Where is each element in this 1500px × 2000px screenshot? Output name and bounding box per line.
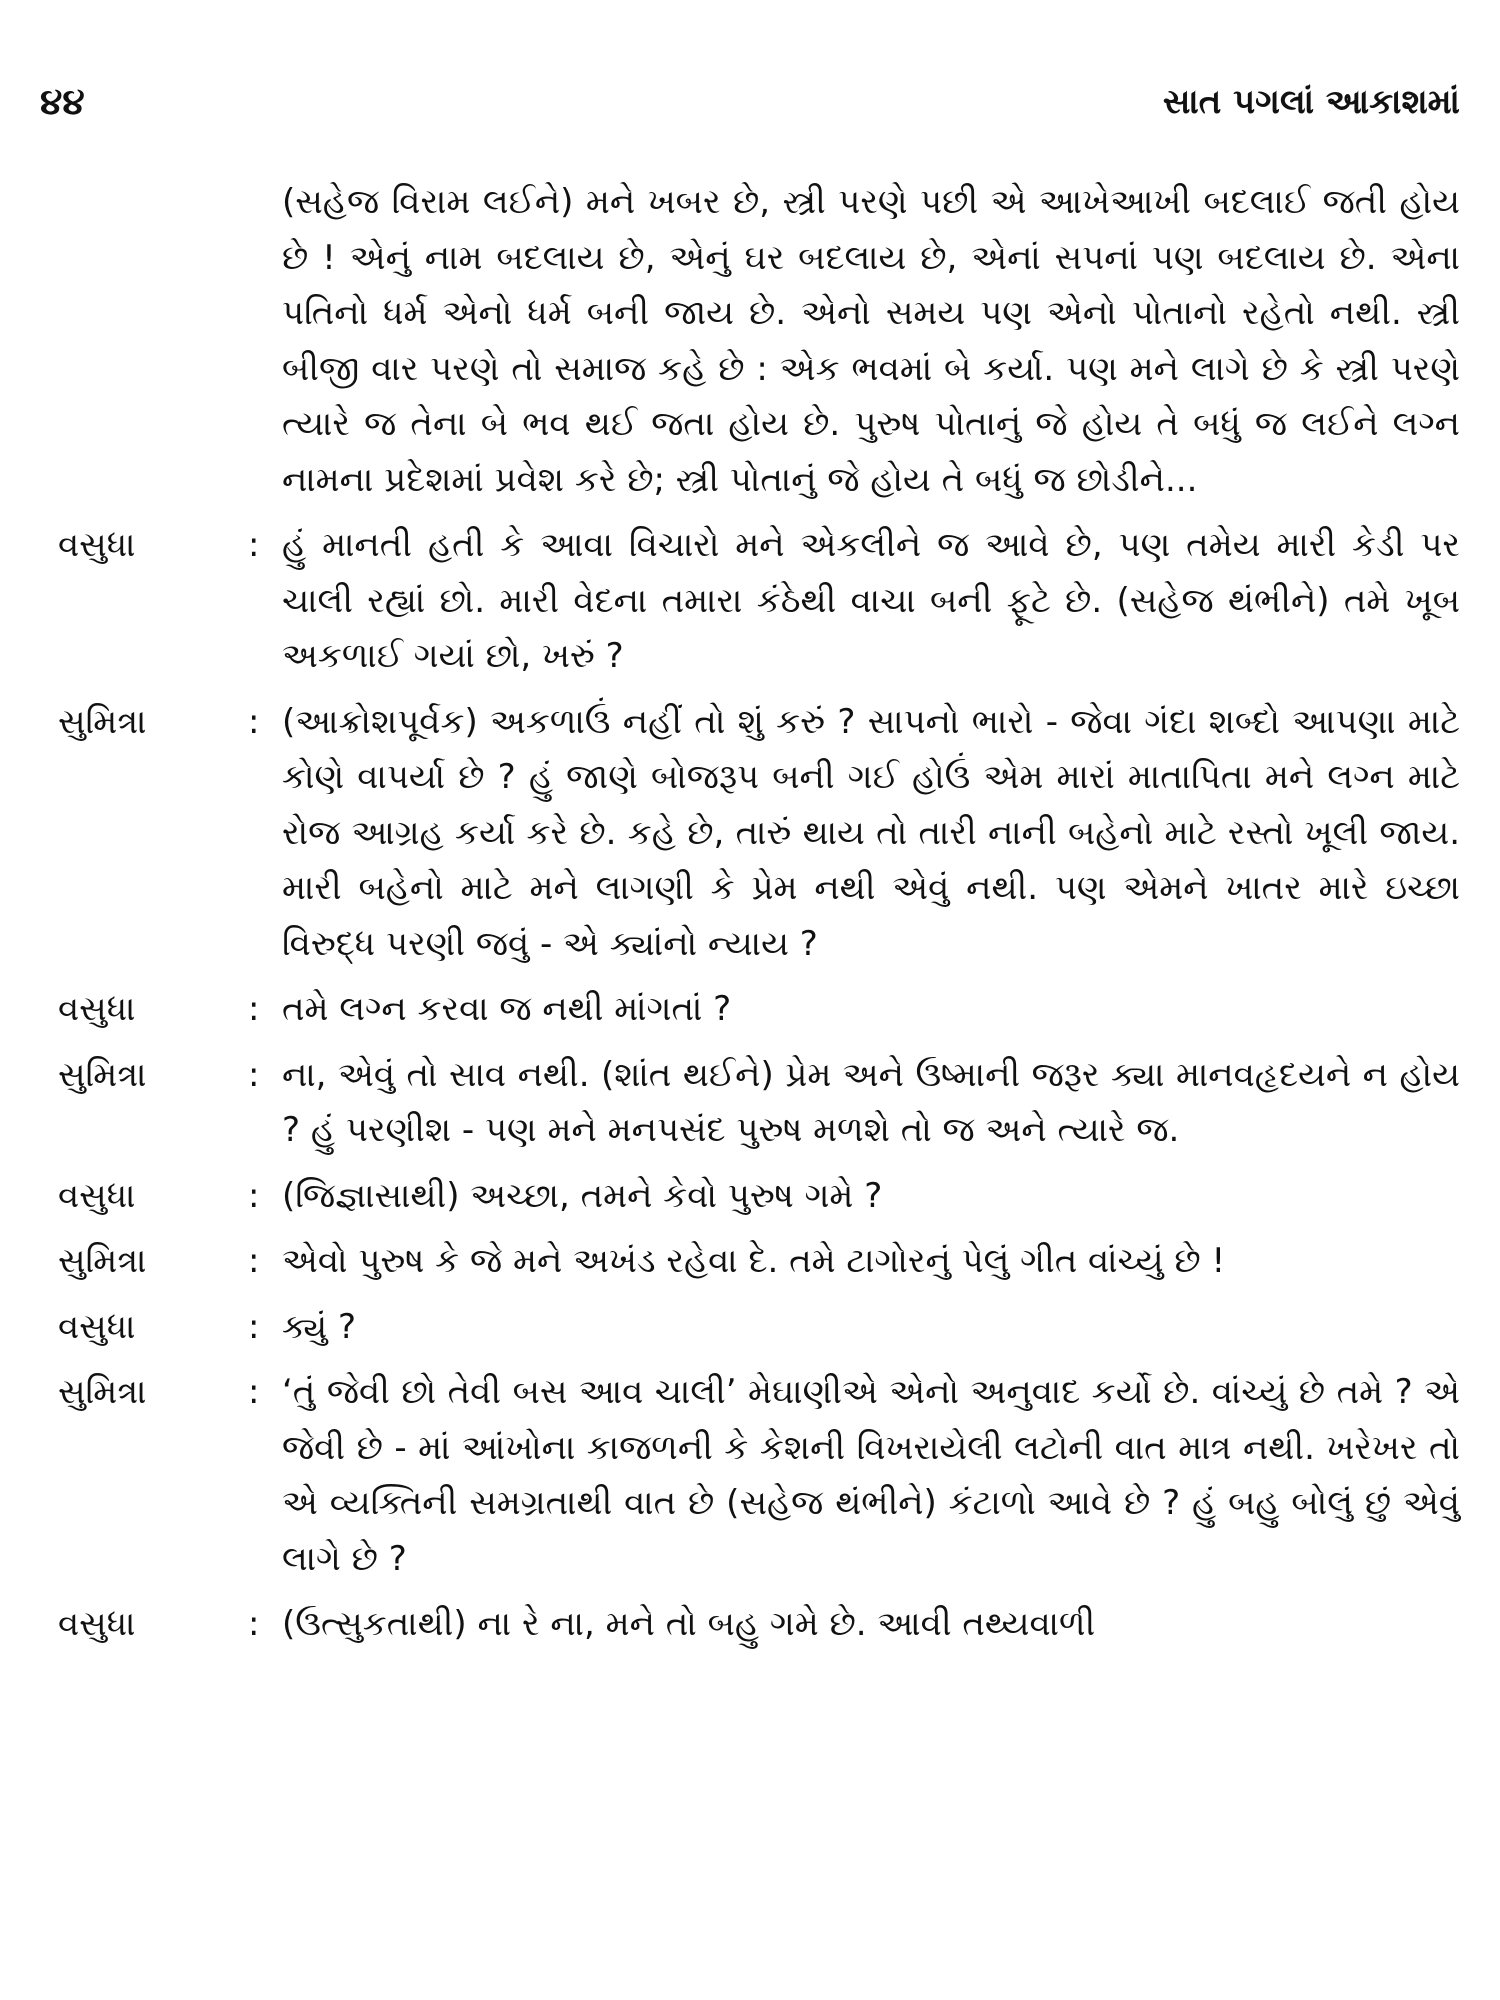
dialogue-entry (58, 1597, 1460, 1653)
speaker-colon: : (248, 1372, 260, 1412)
speaker-name: વસુધા (58, 989, 136, 1029)
speaker-colon: : (248, 701, 260, 742)
speaker-name: વસુધા (58, 1604, 136, 1644)
speaker-colon: : (248, 1241, 260, 1281)
speaker-colon: : (248, 1604, 260, 1644)
dialogue-text: ક્યું ? (282, 1306, 357, 1347)
dialogue-text: (આક્રોશપૂર્વક) અકળાઉં નહીં તો શું કરું ? સાપનો ભારો - જેવા ગંદા શબ્દો આપણા માટે કોણે વાપર્યા છે ? હું જાણે બોજરૂપ બની ગઈ હોઉં એમ મારાં માતાપિતા મને લગ્ન માટે રોજ આગ્રહ કર્યા કરે છે. કહે છે, તારું થાય તો તારી નાની બહેનો માટે રસ્તો ખૂલી જાય. મારી બહેનો માટે મને લાગણી કે પ્રેમ નથી એવું નથી. પણ એમને ખાતર મારે ઇચ્છા વિરુદ્ધ પરણી જવું - એ ક્યાંનો ન્યાય ? (282, 701, 1460, 964)
dialogue-text: એવો પુરુષ કે જે મને અખંડ રહેવા દે. તમે ટાગોરનું પેલું ગીત વાંચ્યું છે ! (282, 1241, 1226, 1281)
dialogue-text: તમે લગ્ન કરવા જ નથી માંગતાં ? (282, 989, 732, 1029)
dialogue-entry (58, 1169, 1460, 1225)
speaker-name: વસુધા (58, 525, 136, 565)
speaker-colon: : (248, 1175, 260, 1216)
dialogue-text: (જિજ્ઞાસાથી) અચ્છા, તમને કેવો પુરુષ ગમે ? (282, 1175, 883, 1216)
dialogue-text: ના, એવું તો સાવ નથી. (શાંત થઈને) પ્રેમ અને ઉષ્માની જરૂર ક્યા માનવહૃદયને ન હોય ? હું પરણીશ - પણ મને મનપસંદ પુરુષ મળશે તો જ અને ત્યારે જ. (282, 1054, 1460, 1150)
speaker-colon: : (248, 1306, 260, 1347)
page-number: ૪૪ (40, 82, 85, 123)
dialogue-entry (58, 1048, 1460, 1159)
dialogue-text: (સહેજ વિરામ લઈને) મને ખબર છે, સ્ત્રી પરણે પછી એ આખેઆખી બદલાઈ જતી હોય છે ! એનું નામ બદલાય છે, એનું ઘર બદલાય છે, એનાં સપનાં પણ બદલાય છે. એના પતિનો ધર્મ એનો ધર્મ બની જાય છે. એનો સમય પણ એનો પોતાનો રહેતો નથી. સ્ત્રી બીજી વાર પરણે તો સમાજ કહે છે : એક ભવમાં બે કર્યા. પણ મને લાગે છે કે સ્ત્રી પરણે ત્યારે જ તેના બે ભવ થઈ જતા હોય છે. પુરુષ પોતાનું જે હોય તે બધું જ લઈને લગ્ન નામના પ્રદેશમાં પ્રવેશ કરે છે; સ્ત્રી પોતાનું જે હોય તે બધું જ છોડીને... (282, 182, 1460, 500)
dialogue-entry (58, 695, 1460, 973)
dialogue-entry (58, 1234, 1460, 1290)
dialogue-entry (58, 1300, 1460, 1356)
speaker-name: સુમિત્રા (58, 1241, 147, 1281)
dialogue-continuation (58, 175, 1460, 508)
speaker-colon: : (248, 989, 260, 1029)
dialogue-body (58, 175, 1460, 1653)
dialogue-entry (58, 982, 1460, 1038)
dialogue-entry (58, 518, 1460, 685)
running-head: સાત પગલાં આકાશમાં (1162, 82, 1460, 122)
dialogue-entry (58, 1365, 1460, 1587)
speaker-colon: : (248, 1054, 260, 1095)
speaker-name: વસુધા (58, 1175, 136, 1216)
speaker-name: સુમિત્રા (58, 701, 147, 742)
speaker-name: વસુધા (58, 1306, 136, 1347)
dialogue-text: ‘તું જેવી છો તેવી બસ આવ ચાલી’ મેઘાણીએ એનો અનુવાદ કર્યો છે. વાંચ્યું છે તમે ? એ જેવી છે - માં આંખોના કાજળની કે કેશની વિખરાયેલી લટોની વાત માત્ર નથી. ખરેખર તો એ વ્યક્તિની સમગ્રતાથી વાત છે (સહેજ થંભીને) કંટાળો આવે છે ? હું બહુ બોલું છું એવું લાગે છે ? (282, 1372, 1460, 1579)
dialogue-text: (ઉત્સુકતાથી) ના રે ના, મને તો બહુ ગમે છે. આવી તથ્યવાળી (282, 1604, 1096, 1644)
speaker-name: સુમિત્રા (58, 1372, 147, 1412)
speaker-colon: : (248, 525, 260, 565)
dialogue-text: હું માનતી હતી કે આવા વિચારો મને એકલીને જ આવે છે, પણ તમેય મારી કેડી પર ચાલી રહ્યાં છો. મારી વેદના તમારા કંઠેથી વાચા બની ફૂટે છે. (સહેજ થંભીને) તમે ખૂબ અકળાઈ ગયાં છો, ખરું ? (282, 525, 1460, 676)
speaker-name: સુમિત્રા (58, 1054, 147, 1095)
